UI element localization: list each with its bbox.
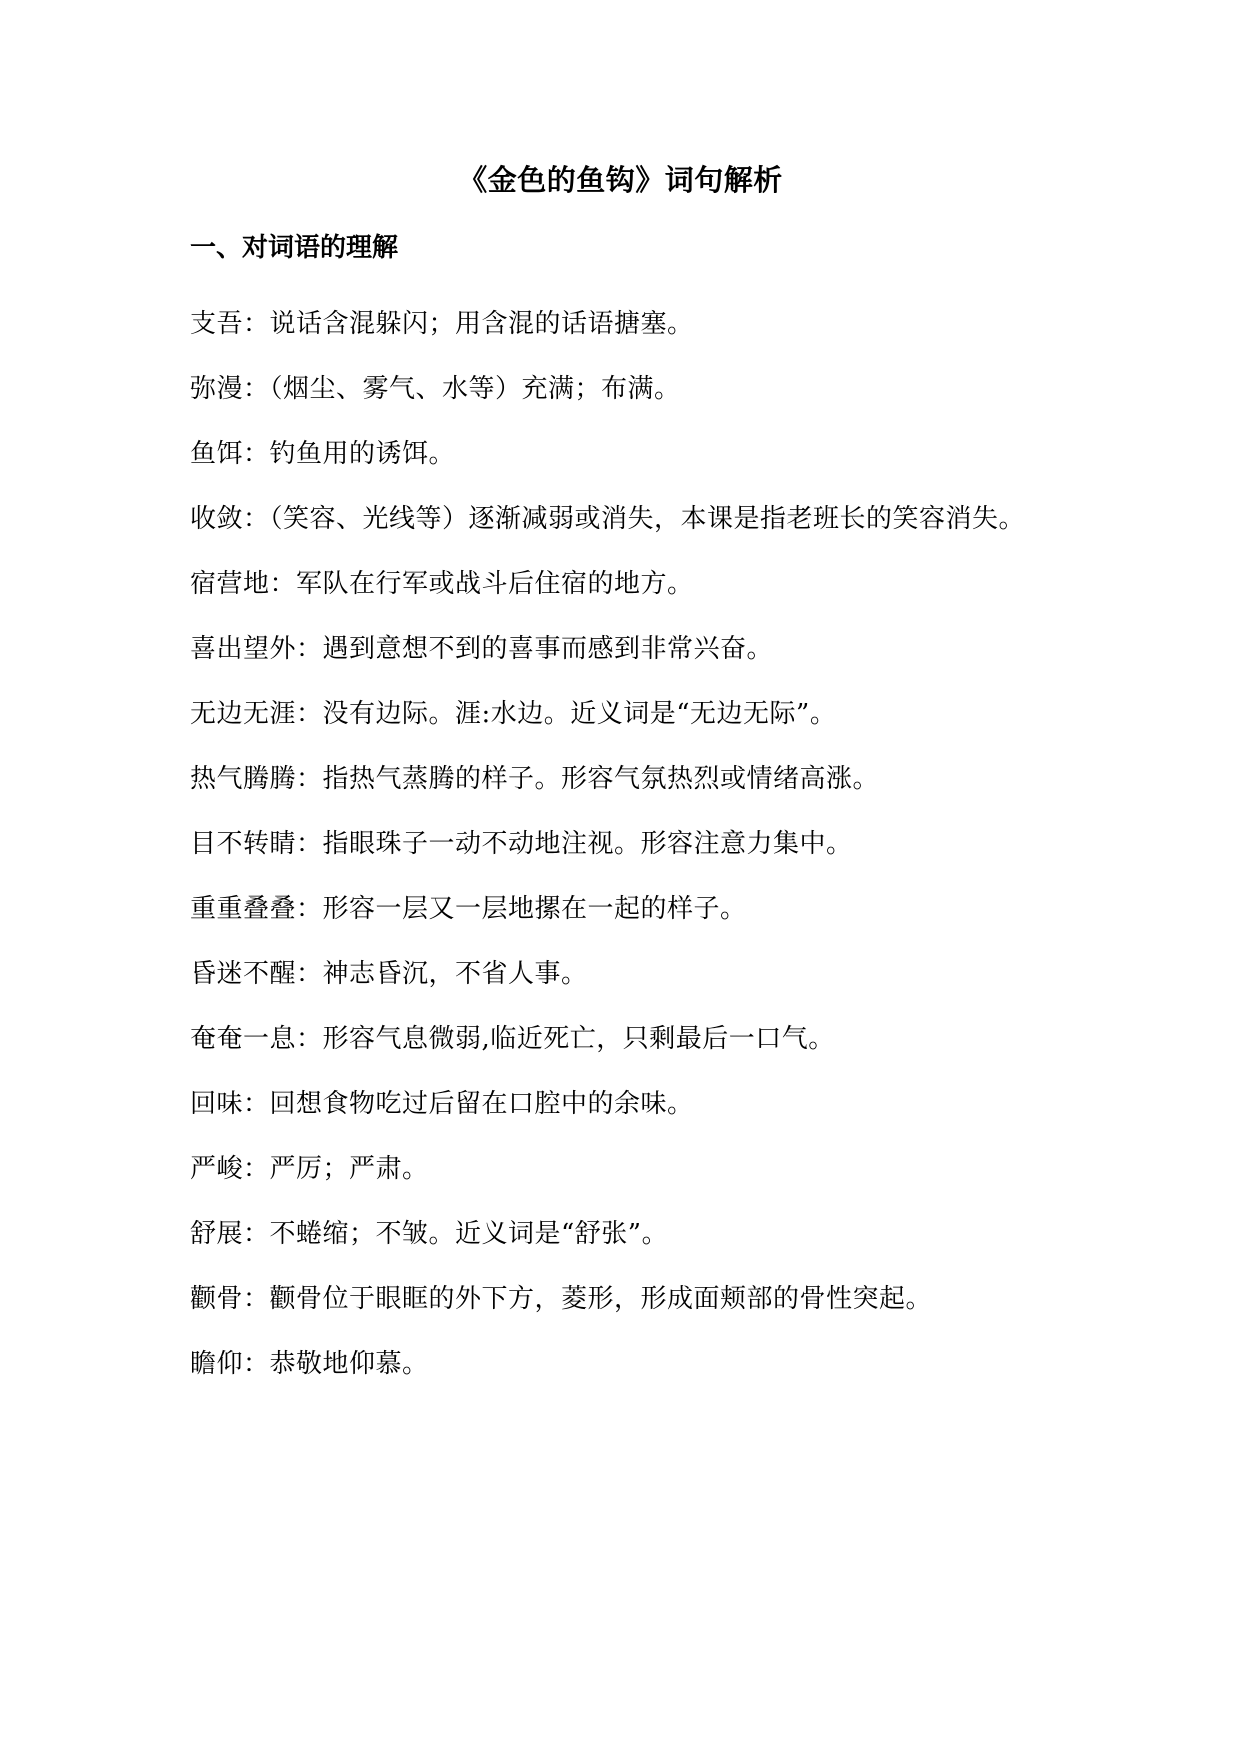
vocabulary-entry: 收敛：（笑容、光线等）逐渐减弱或消失，本课是指老班长的笑容消失。 (190, 504, 1026, 534)
section-heading: 一、对词语的理解 (190, 233, 399, 263)
vocabulary-entry: 颧骨：颧骨位于眼眶的外下方，菱形，形成面颊部的骨性突起。 (190, 1284, 933, 1314)
vocabulary-entry: 喜出望外：遇到意想不到的喜事而感到非常兴奋。 (190, 634, 774, 664)
vocabulary-entry: 无边无涯：没有边际。涯:水边。近义词是“无边无际”。 (190, 699, 837, 729)
vocabulary-entry: 严峻：严厉；严肃。 (190, 1154, 429, 1184)
vocabulary-entry: 支吾：说话含混躲闪；用含混的话语搪塞。 (190, 309, 694, 339)
vocabulary-entry: 瞻仰：恭敬地仰慕。 (190, 1349, 429, 1379)
vocabulary-entry: 弥漫：（烟尘、雾气、水等）充满；布满。 (190, 374, 681, 404)
vocabulary-entry: 鱼饵：钓鱼用的诱饵。 (190, 439, 456, 469)
vocabulary-entry: 目不转睛：指眼珠子一动不动地注视。形容注意力集中。 (190, 829, 853, 859)
vocabulary-entry: 奄奄一息：形容气息微弱,临近死亡，只剩最后一口气。 (190, 1024, 835, 1054)
vocabulary-list (190, 292, 1070, 1397)
vocabulary-entry: 热气腾腾：指热气蒸腾的样子。形容气氛热烈或情绪高涨。 (190, 764, 880, 794)
vocabulary-entry: 宿营地：军队在行军或战斗后住宿的地方。 (190, 569, 694, 599)
page-title: 《金色的鱼钩》词句解析 (458, 163, 783, 197)
vocabulary-entry: 回味：回想食物吃过后留在口腔中的余味。 (190, 1089, 694, 1119)
vocabulary-entry: 昏迷不醒：神志昏沉，不省人事。 (190, 959, 588, 989)
vocabulary-entry: 重重叠叠：形容一层又一层地摞在一起的样子。 (190, 894, 747, 924)
vocabulary-entry: 舒展：不蜷缩；不皱。近义词是“舒张”。 (190, 1219, 669, 1249)
